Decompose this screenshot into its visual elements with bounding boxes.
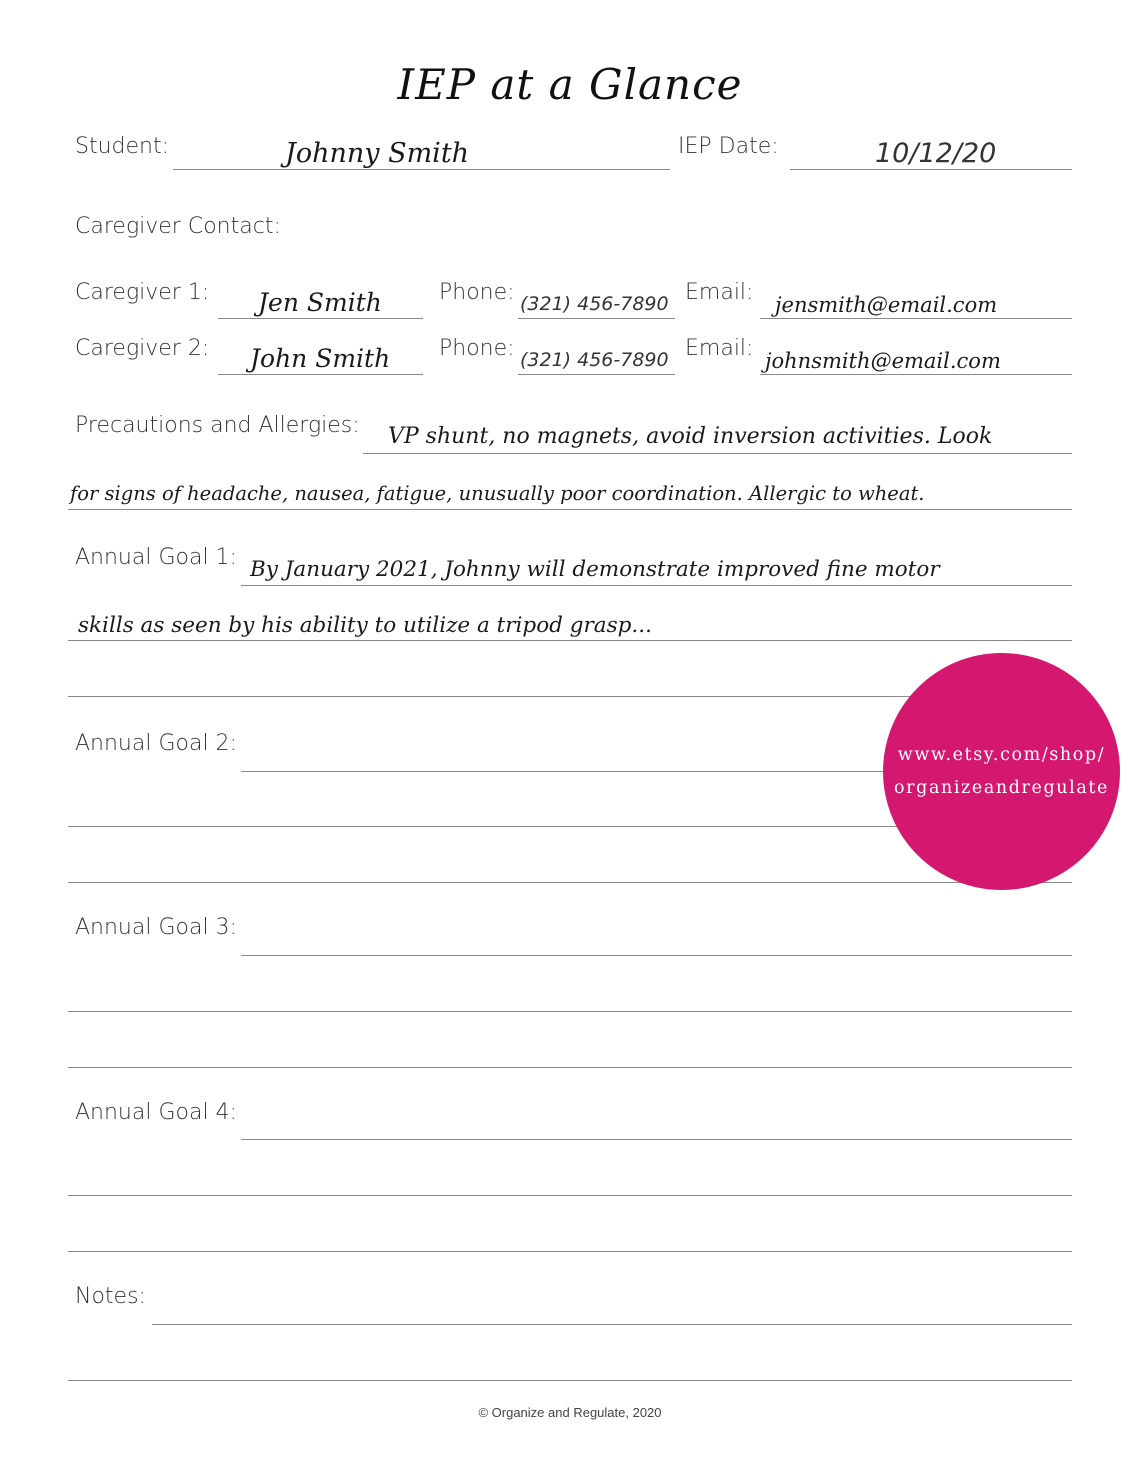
iep-date-field-line[interactable] [790, 169, 1072, 170]
etsy-shop-badge [883, 653, 1120, 890]
caregiver-1-name-line[interactable] [218, 318, 423, 319]
annual-goal-2-line-3[interactable] [68, 882, 1072, 883]
student-field-line[interactable] [173, 169, 670, 170]
iep-date-value: 10/12/20 [875, 138, 997, 169]
page-title: IEP at a Glance [397, 60, 743, 109]
annual-goal-4-line-1[interactable] [241, 1139, 1072, 1140]
caregiver-1-phone-label: Phone: [439, 280, 515, 305]
student-name-value: Johnny Smith [285, 138, 470, 169]
notes-line-2[interactable] [68, 1380, 1072, 1381]
precautions-line-2[interactable] [68, 509, 1072, 510]
precautions-label: Precautions and Allergies: [75, 413, 360, 438]
annual-goal-3-label: Annual Goal 3: [75, 915, 237, 940]
annual-goal-1-text-2: skills as seen by his ability to utilize a tripod grasp... [78, 613, 652, 638]
caregiver-2-phone-label: Phone: [439, 336, 515, 361]
caregiver-contact-label: Caregiver Contact: [75, 214, 281, 239]
caregiver-1-email-line[interactable] [760, 318, 1072, 319]
student-label: Student: [75, 134, 170, 159]
caregiver-1-email-label: Email: [685, 280, 754, 305]
caregiver-2-name-value: John Smith [250, 344, 391, 373]
caregiver-2-name-line[interactable] [218, 374, 423, 375]
iep-date-label: IEP Date: [678, 134, 779, 159]
caregiver-2-label: Caregiver 2: [75, 336, 210, 361]
annual-goal-1-line-1[interactable] [241, 585, 1072, 586]
precautions-line-1[interactable] [363, 453, 1072, 454]
annual-goal-4-line-2[interactable] [68, 1195, 1072, 1196]
annual-goal-4-line-3[interactable] [68, 1251, 1072, 1252]
badge-url-line-2: organizeandregulate [894, 777, 1109, 798]
caregiver-1-phone-line[interactable] [518, 318, 675, 319]
badge-url-line-1: www.etsy.com/shop/ [897, 744, 1106, 765]
caregiver-1-phone-value: (321) 456-7890 [520, 293, 669, 315]
caregiver-1-label: Caregiver 1: [75, 280, 210, 305]
caregiver-2-email-value: johnsmith@email.com [765, 349, 1001, 373]
caregiver-2-phone-line[interactable] [518, 374, 675, 375]
caregiver-1-name-value: Jen Smith [258, 288, 382, 317]
notes-label: Notes: [75, 1284, 146, 1309]
annual-goal-4-label: Annual Goal 4: [75, 1100, 237, 1125]
annual-goal-2-label: Annual Goal 2: [75, 731, 237, 756]
annual-goal-3-line-3[interactable] [68, 1067, 1072, 1068]
caregiver-2-email-line[interactable] [760, 374, 1072, 375]
caregiver-2-phone-value: (321) 456-7890 [520, 349, 669, 371]
precautions-text-2: for signs of headache, nausea, fatigue, unusually poor coordination. Allergic to wheat. [70, 482, 925, 505]
precautions-text-1: VP shunt, no magnets, avoid inversion activities. Look [388, 424, 993, 449]
notes-line-1[interactable] [152, 1324, 1072, 1325]
caregiver-1-email-value: jensmith@email.com [775, 293, 998, 317]
annual-goal-3-line-2[interactable] [68, 1011, 1072, 1012]
annual-goal-3-line-1[interactable] [241, 955, 1072, 956]
copyright-footer: © Organize and Regulate, 2020 [478, 1405, 662, 1420]
annual-goal-1-line-2[interactable] [68, 640, 1072, 641]
annual-goal-1-text-1: By January 2021, Johnny will demonstrate improved fine motor [250, 557, 940, 582]
annual-goal-1-label: Annual Goal 1: [75, 545, 237, 570]
caregiver-2-email-label: Email: [685, 336, 754, 361]
